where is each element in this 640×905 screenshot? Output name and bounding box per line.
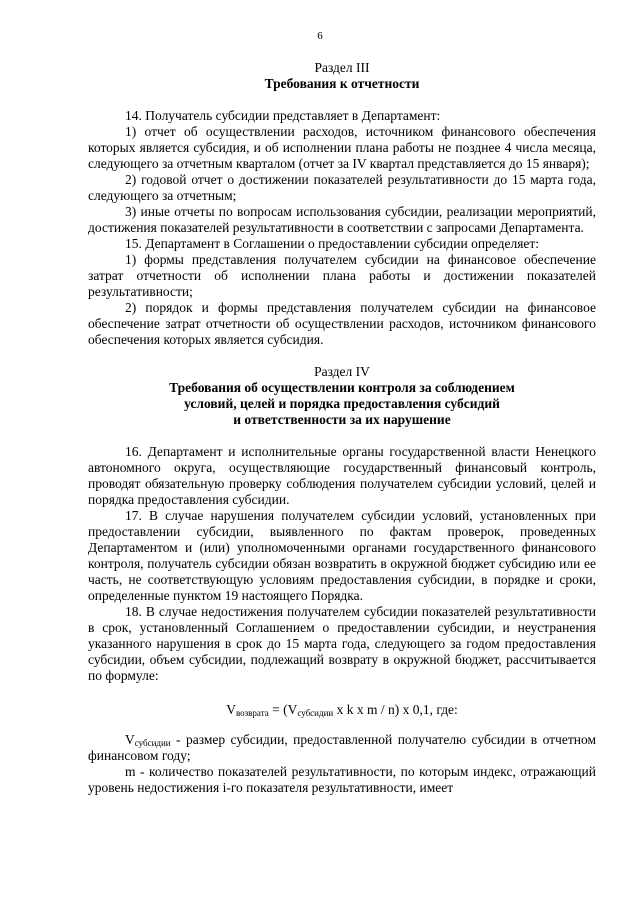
page-number: 6 [317, 30, 323, 42]
document-body [88, 60, 596, 796]
section3-subtitle: Требования к отчетности [264, 76, 420, 91]
formula [88, 702, 596, 718]
section4-subtitle-line-2: условий, целей и порядка предоставления субсидий [184, 396, 500, 411]
formula-eq-open: = (V [268, 702, 298, 717]
formula-sub-return: возврата [235, 708, 269, 718]
definition-m [88, 764, 596, 796]
section4-title: Раздел IV [314, 364, 370, 379]
section4-subtitle-line-3: и ответственности за их нарушение [233, 412, 451, 427]
definition-symbol: V [125, 732, 135, 747]
definition-text: - количество показателей результативности, по которым индекс, отражающий уровень недостижения i-го показателя результативности, имеет [88, 764, 596, 795]
definition-symbol: m [125, 764, 136, 779]
paragraph-17: 17. В случае нарушения получателем субсидии условий, установленных при предоставлении субсидии, выявленного по фактам проверок, проведенных Департаментом и (или) уполномоченными органами государственного финансового контроля, получатель субсидии обязан возвратить в окружной бюджет субсидию или ее часть, не соответствующую условиям предоставления субсидии, в порядке и сроки, определенные пунктом 19 настоящего Порядка. [88, 508, 596, 603]
definition-v-subsidy [88, 732, 596, 764]
paragraph-15-2: 2) порядок и формы представления получателем субсидии на финансовое обеспечение затрат отчетности об осуществлении расходов, источником финансового обеспечения которых является субсидия. [88, 300, 596, 347]
paragraph-14-3: 3) иные отчеты по вопросам использования субсидии, реализации мероприятий, достижения показателей результативности в соответствии с запросами Департамента. [88, 204, 596, 235]
paragraph-15-1: 1) формы представления получателем субсидии на финансовое обеспечение затрат отчетности об исполнении плана работы и достижении показателей результативности; [88, 252, 596, 299]
paragraph-14-1: 1) отчет об осуществлении расходов, источником финансового обеспечения которых является субсидия, и об исполнении плана работы не позднее 4 числа месяца, следующего за отчетным кварталом (отчет за IV квартал представляется до 15 января); [88, 124, 596, 171]
paragraph-14: 14. Получатель субсидии представляет в Департамент: [125, 108, 441, 123]
definition-text: - размер субсидии, предоставленной получателю субсидии в отчетном финансовом году; [88, 732, 596, 763]
formula-rest: x k x m / n) x 0,1, где: [333, 702, 458, 717]
paragraph-14-2: 2) годовой отчет о достижении показателей результативности до 15 марта года, следующего за отчетным; [88, 172, 596, 203]
paragraph-16: 16. Департамент и исполнительные органы государственной власти Ненецкого автономного округа, осуществляющие государственный финансовый контроль, проводят обязательную проверку соблюдения получателем субсидии условий, целей и порядка предоставления субсидии. [88, 444, 596, 507]
section4-subtitle-line-1: Требования об осуществлении контроля за соблюдением [169, 380, 515, 395]
paragraph-15: 15. Департамент в Соглашении о предоставлении субсидии определяет: [125, 236, 540, 251]
section3-title: Раздел III [314, 60, 370, 75]
definition-sub: субсидии [134, 738, 171, 748]
paragraph-18: 18. В случае недостижения получателем субсидии показателей результативности в срок, установленный Соглашением о предоставлении субсидии, и неустранения указанного нарушения в срок до 15 марта года, следующего за годом предоставления субсидии, объем субсидии, подлежащий возврату в окружной бюджет, рассчитывается по формуле: [88, 604, 596, 683]
formula-v: V [226, 702, 236, 717]
formula-sub-subsidy: субсидии [297, 708, 334, 718]
